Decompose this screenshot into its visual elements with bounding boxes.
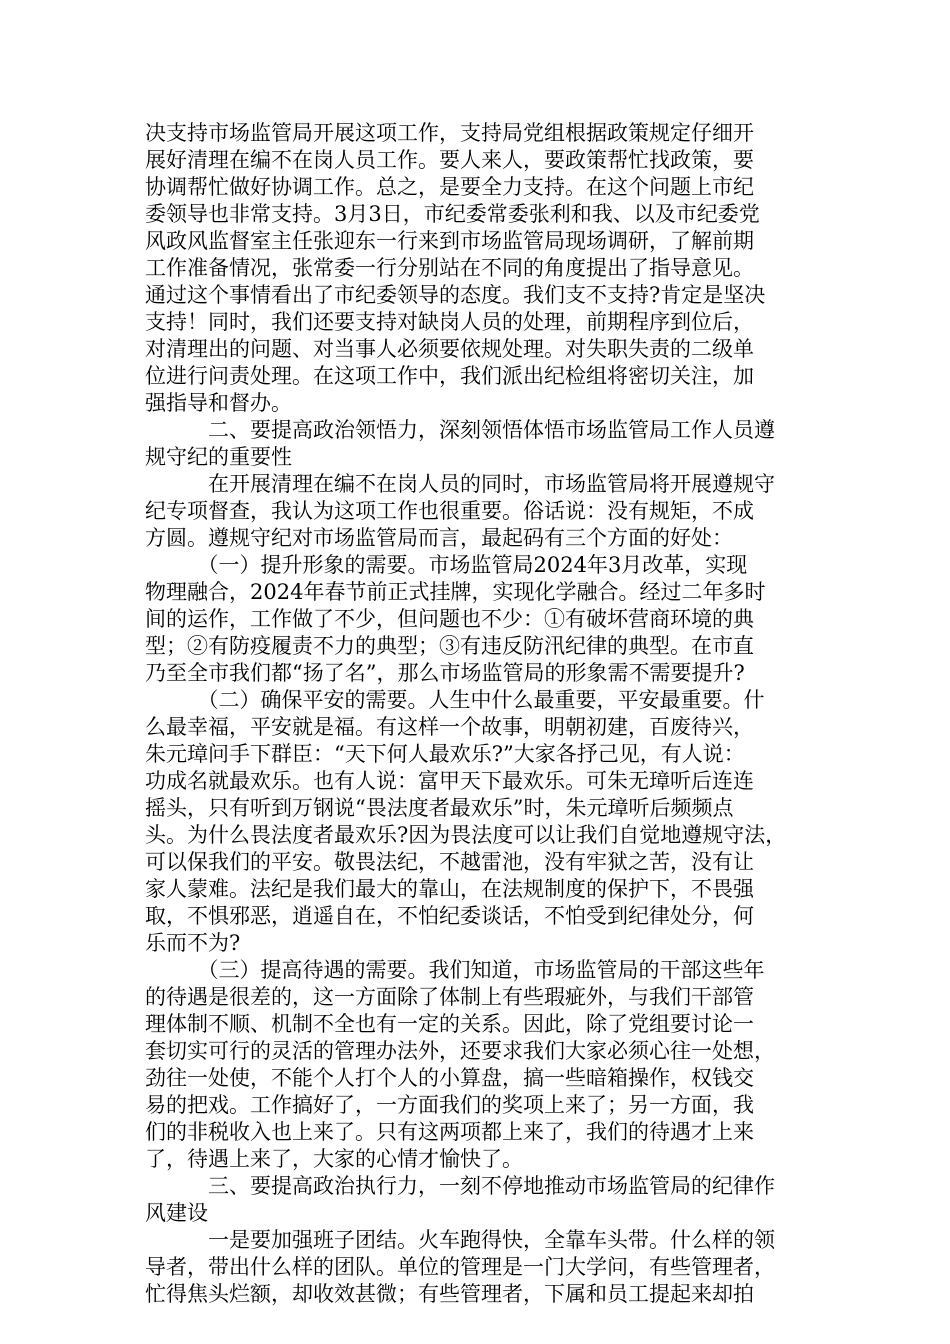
text-line: 劲往一处使，不能个人打个人的小算盘，搞一些暗箱操作，权钱交 <box>145 1066 754 1090</box>
document-body <box>145 120 805 1308</box>
text-line: 通过这个事情看出了市纪委领导的态度。我们支不支持?肯定是坚决 <box>145 283 766 307</box>
text-line: 物理融合，2024年春节前正式挂牌，实现化学融合。经过二年多时 <box>145 580 766 604</box>
text-line: 对清理出的问题、对当事人必须要依规处理。对失职失责的二级单 <box>145 337 754 361</box>
text-line: 二、要提高政治领悟力，深刻领悟体悟市场监管局工作人员遵 <box>145 418 775 442</box>
text-line: 家人蒙难。法纪是我们最大的靠山，在法规制度的保护下，不畏强 <box>145 877 754 901</box>
text-line: 支持！同时，我们还要支持对缺岗人员的处理，前期程序到位后， <box>145 310 754 334</box>
text-line: 易的把戏。工作搞好了，一方面我们的奖项上来了；另一方面，我 <box>145 1093 754 1117</box>
text-line: 取，不惧邪恶，逍遥自在，不怕纪委谈话，不怕受到纪律处分，何 <box>145 904 754 928</box>
text-line: 规守纪的重要性 <box>145 445 292 469</box>
text-line: 套切实可行的灵活的管理办法外，还要求我们大家必须心往一处想， <box>145 1039 775 1063</box>
text-line: 工作准备情况，张常委一行分别站在不同的角度提出了指导意见。 <box>145 256 754 280</box>
text-line: （三）提高待遇的需要。我们知道，市场监管局的干部这些年 <box>145 958 765 982</box>
text-line: 协调帮忙做好协调工作。总之，是要全力支持。在这个问题上市纪 <box>145 175 754 199</box>
text-line: 展好清理在编不在岗人员工作。要人来人，要政策帮忙找政策，要 <box>145 148 754 172</box>
text-line: 乐而不为? <box>145 931 241 955</box>
text-line: 委领导也非常支持。3月3日，市纪委常委张利和我、以及市纪委党 <box>145 202 760 226</box>
text-line: 忙得焦头烂额，却收效甚微；有些管理者，下属和员工提起来却拍 <box>145 1282 754 1306</box>
text-line: 纪专项督查，我认为这项工作也很重要。俗话说：没有规矩，不成 <box>145 499 754 523</box>
text-line: 理体制不顺、机制不全也有一定的关系。因此，除了党组要讨论一 <box>145 1012 754 1036</box>
text-line: 方圆。遵规守纪对市场监管局而言，最起码有三个方面的好处： <box>145 526 733 550</box>
text-line: 强指导和督办。 <box>145 391 292 415</box>
text-line: 乃至全市我们都“扬了名”，那么市场监管局的形象需不需要提升? <box>145 661 745 685</box>
text-line: 可以保我们的平安。敬畏法纪，不越雷池，没有牢狱之苦，没有让 <box>145 850 754 874</box>
text-line: 功成名就最欢乐。也有人说：富甲天下最欢乐。可朱无璋听后连连 <box>145 769 754 793</box>
text-line: 么最幸福，平安就是福。有这样一个故事，明朝初建，百废待兴， <box>145 715 754 739</box>
text-line: 一是要加强班子团结。火车跑得快，全靠车头带。什么样的领 <box>145 1228 775 1252</box>
text-line: 风建设 <box>145 1201 208 1225</box>
text-line: 风政风监督室主任张迎东一行来到市场监管局现场调研，了解前期 <box>145 229 754 253</box>
text-line: 位进行问责处理。在这项工作中，我们派出纪检组将密切关注，加 <box>145 364 754 388</box>
text-line: 的待遇是很差的，这一方面除了体制上有些瑕疵外，与我们干部管 <box>145 985 754 1009</box>
text-line: 间的运作，工作做了不少，但问题也不少：①有破坏营商环境的典 <box>145 607 754 631</box>
text-line: 了，待遇上来了，大家的心情才愉快了。 <box>145 1147 523 1171</box>
text-line: （一）提升形象的需要。市场监管局2024年3月改革，实现 <box>145 553 748 577</box>
text-line: （二）确保平安的需要。人生中什么最重要，平安最重要。什 <box>145 688 765 712</box>
text-line: 型；②有防疫履责不力的典型；③有违反防汛纪律的典型。在市直 <box>145 634 754 658</box>
text-line: 们的非税收入也上来了。只有这两项都上来了，我们的待遇才上来 <box>145 1120 754 1144</box>
text-line: 三、要提高政治执行力，一刻不停地推动市场监管局的纪律作 <box>145 1174 775 1198</box>
text-line: 摇头，只有听到万钢说“畏法度者最欢乐”时，朱元璋听后频频点 <box>145 796 734 820</box>
text-line: 决支持市场监管局开展这项工作，支持局党组根据政策规定仔细开 <box>145 121 754 145</box>
text-line: 朱元璋问手下群臣：“天下何人最欢乐?”大家各抒己见，有人说： <box>145 742 745 766</box>
text-line: 导者，带出什么样的团队。单位的管理是一门大学问，有些管理者， <box>145 1255 775 1279</box>
text-line: 在开展清理在编不在岗人员的同时，市场监管局将开展遵规守 <box>145 472 775 496</box>
text-line: 头。为什么畏法度者最欢乐?因为畏法度可以让我们自觉地遵规守法， <box>145 823 787 847</box>
